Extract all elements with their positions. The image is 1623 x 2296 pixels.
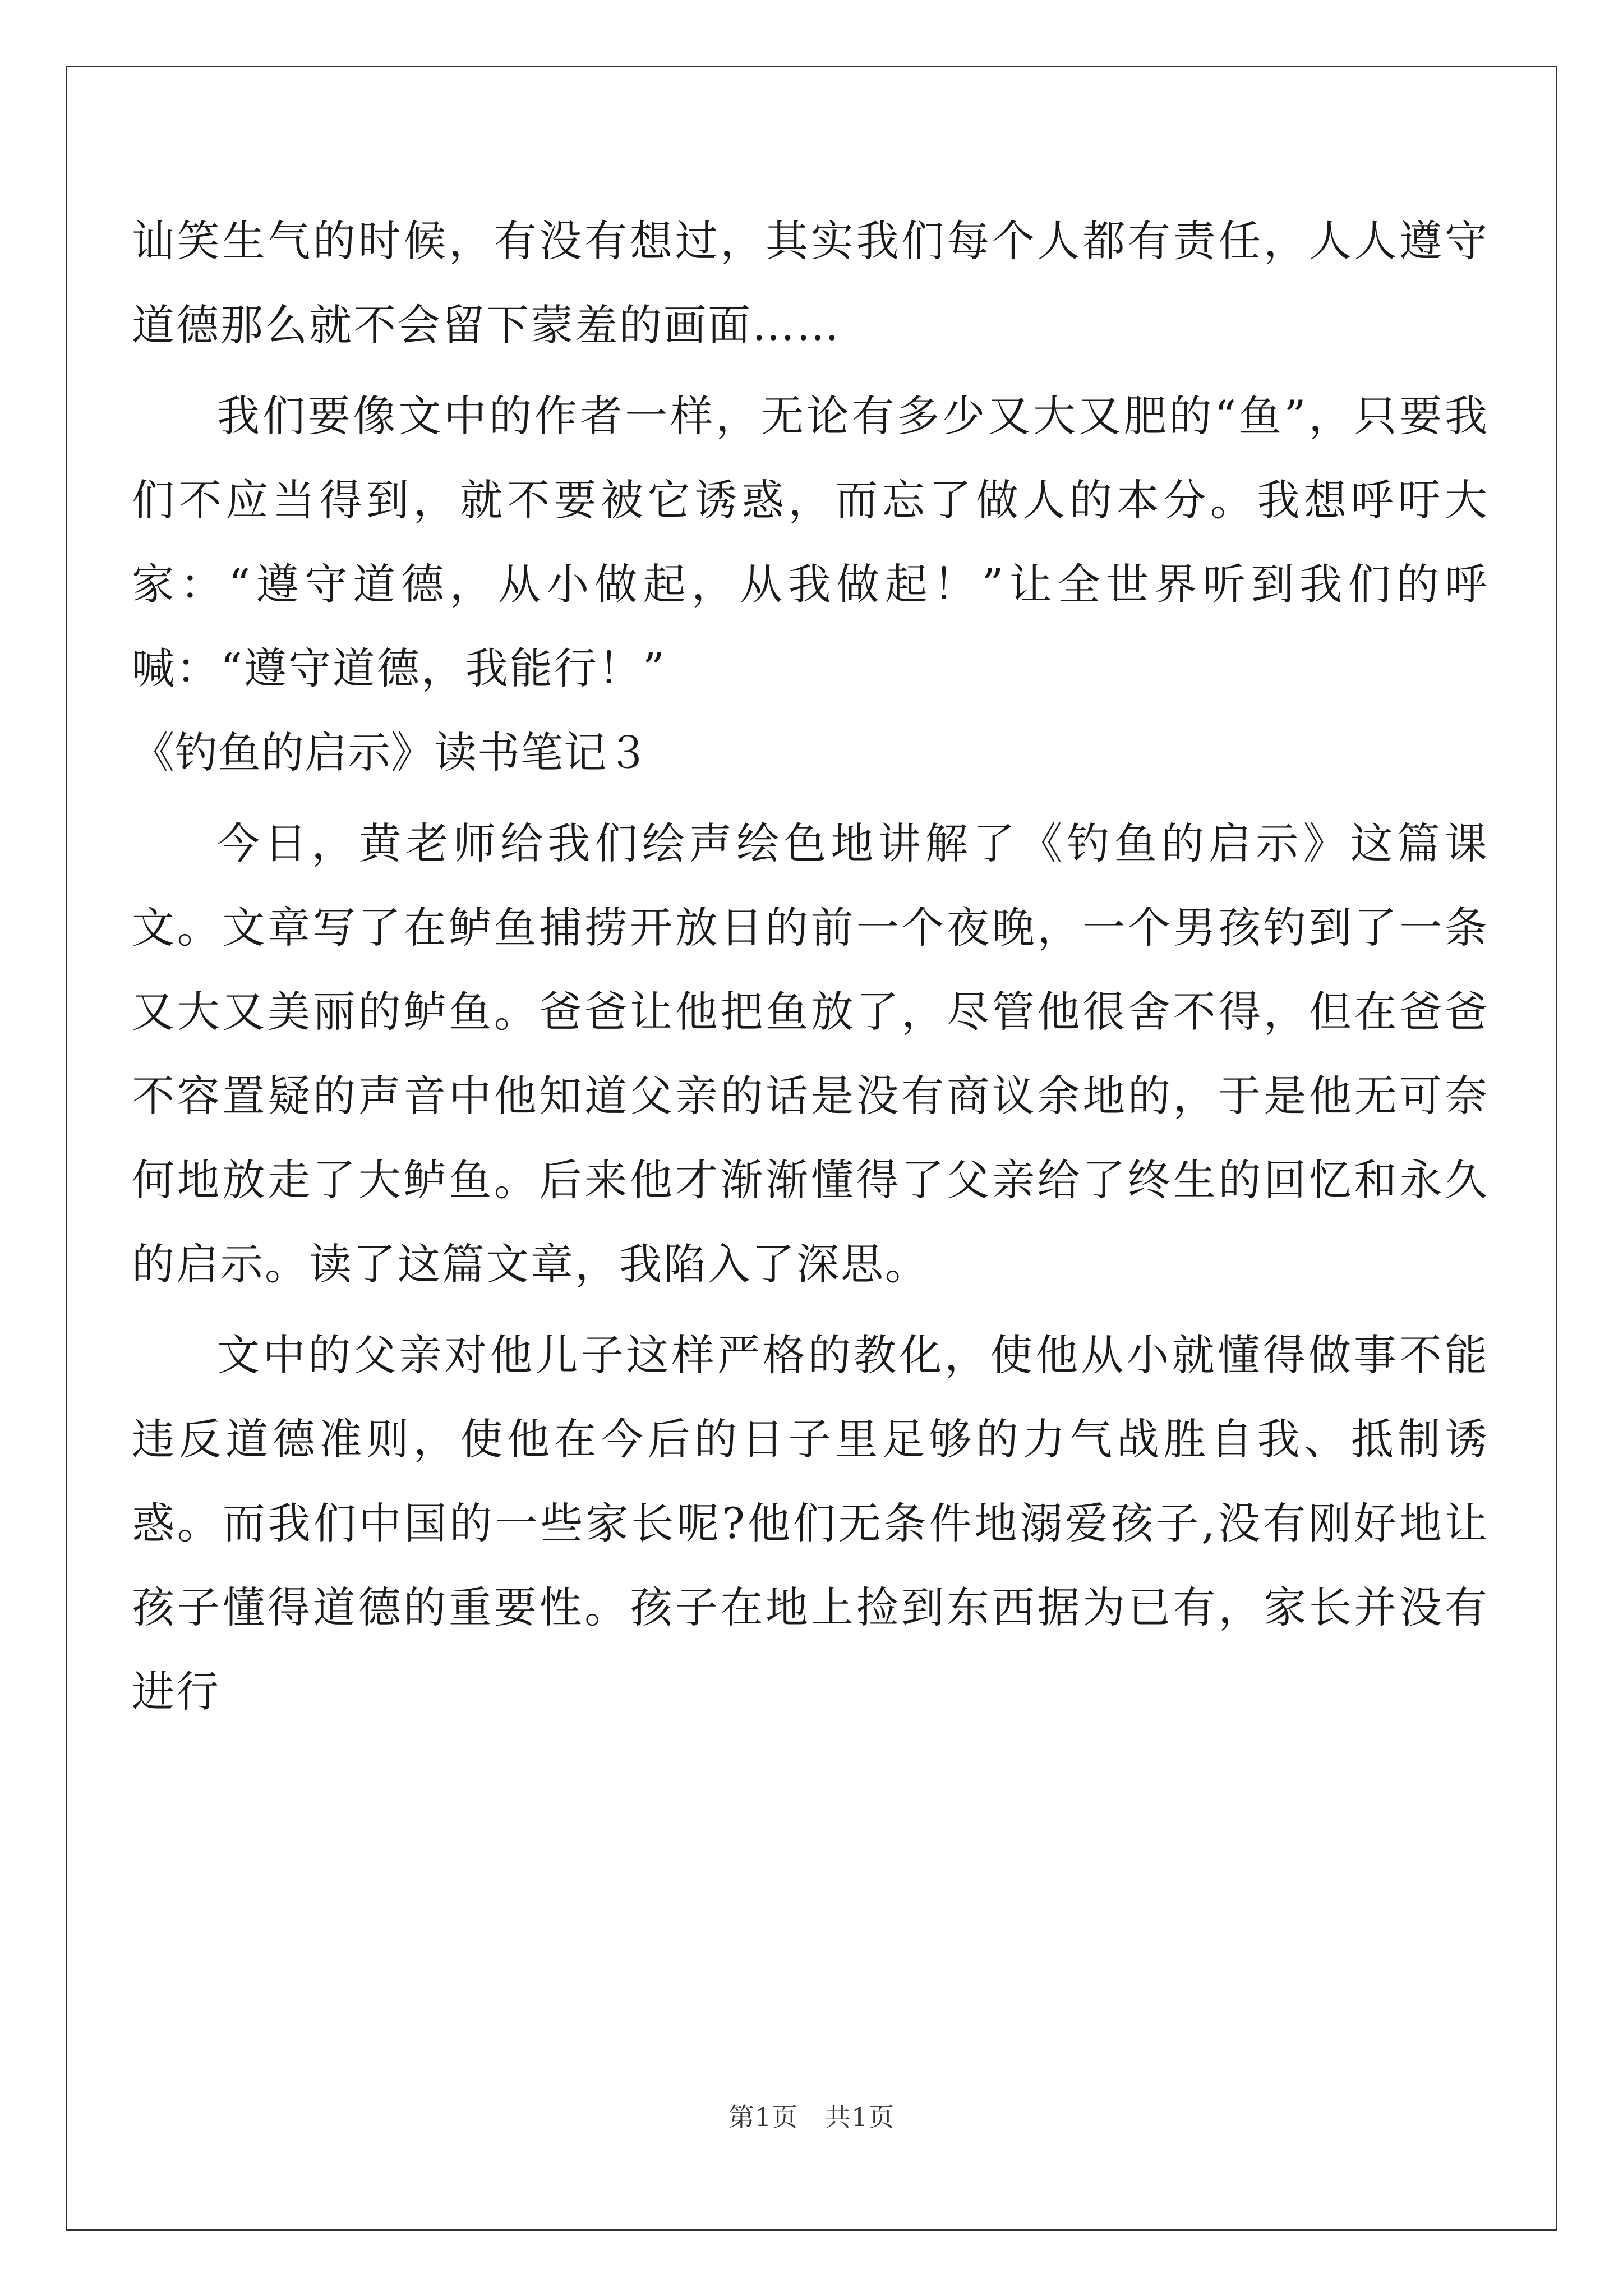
section-heading: 《钓鱼的启示》读书笔记３ [132, 728, 650, 777]
paragraph-1: 讪笑生气的时候，有没有想过，其实我们每个人都有责任，人人遵守道德那么就不会留下蒙羞的画面…… [132, 216, 1489, 350]
paragraph-2: 我们要像文中的作者一样，无论有多少又大又肥的“鱼”，只要我们不应当得到，就不要被它诱惑，而忘了做人的本分。我想呼吁大家：“遵守道德，从小做起，从我做起！”让全世界听到我们的呼喊：“遵守道德，我能行！” [132, 391, 1489, 693]
paragraph-3: 今日，黄老师给我们绘声绘色地讲解了《钓鱼的启示》这篇课文。文章写了在鲈鱼捕捞开放日的前一个夜晚，一个男孩钓到了一条又大又美丽的鲈鱼。爸爸让他把鱼放了，尽管他很舍不得，但在爸爸不容置疑的声音中他知道父亲的话是没有商议余地的，于是他无可奈何地放走了大鲈鱼。后来他才渐渐懂得了父亲给了终生的回忆和永久的启示。读了这篇文章，我陷入了深思。 [132, 818, 1489, 1289]
document-body [132, 199, 1489, 1734]
page-number: 第1页 [728, 2102, 799, 2132]
page-footer [0, 2097, 1623, 2134]
paragraph-4: 文中的父亲对他儿子这样严格的教化，使他从小就懂得做事不能违反道德准则，使他在今后的日子里足够的力气战胜自我、抵制诱惑。而我们中国的一些家长呢?他们无条件地溺爱孩子,没有刚好地让孩子懂得道德的重要性。孩子在地上捡到东西据为已有，家长并没有进行 [132, 1330, 1489, 1717]
total-pages: 共1页 [824, 2102, 895, 2132]
